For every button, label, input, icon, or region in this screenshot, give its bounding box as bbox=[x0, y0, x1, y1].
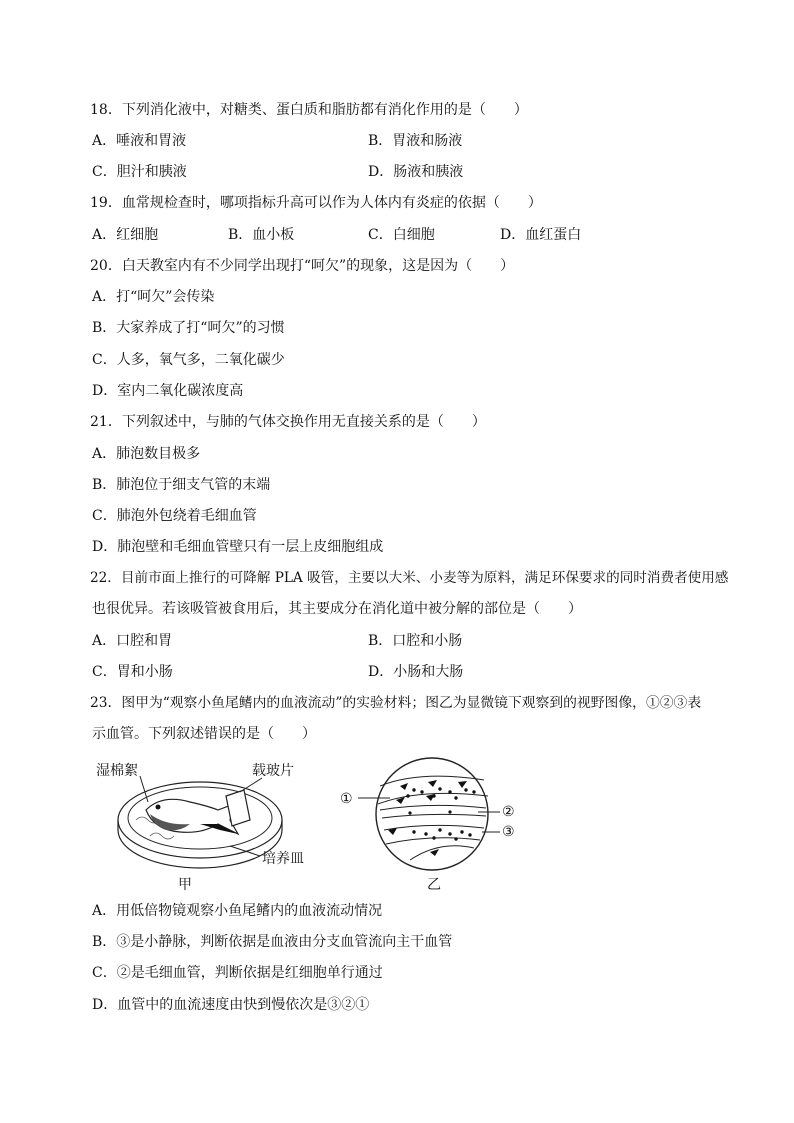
question-18-option-d[interactable]: D．肠液和胰液 bbox=[368, 164, 464, 180]
figure-yi-label-1: ① bbox=[340, 791, 353, 807]
figure-yi-microscope-view bbox=[370, 756, 494, 872]
question-21-stem: 21．下列叙述中，与肺的气体交换作用无直接关系的是（ ） bbox=[90, 414, 486, 430]
question-18-stem: 18．下列消化液中，对糖类、蛋白质和脂肪都有消化作用的是（ ） bbox=[90, 102, 528, 118]
figure-jia-label-dish: 培养皿 bbox=[262, 851, 304, 867]
question-18-option-a[interactable]: A．唾液和胃液 bbox=[92, 133, 187, 149]
question-19-stem: 19．血常规检查时，哪项指标升高可以作为人体内有炎症的依据（ ） bbox=[90, 195, 542, 211]
question-22-stem-line-1: 22．目前市面上推行的可降解 PLA 吸管，主要以大米、小麦等为原料，满足环保要求的同时消费者使用感 bbox=[90, 570, 729, 586]
figure-jia-label-slide: 载玻片 bbox=[252, 763, 294, 779]
figure-jia-caption: 甲 bbox=[178, 877, 192, 893]
question-23-option-d[interactable]: D．血管中的血流速度由快到慢依次是③②① bbox=[92, 997, 370, 1013]
question-19-option-c[interactable]: C．白细胞 bbox=[368, 227, 435, 243]
question-23-option-b[interactable]: B．③是小静脉，判断依据是血液由分支血管流向主干血管 bbox=[92, 934, 453, 950]
question-23-stem-line-1: 23．图甲为“观察小鱼尾鳍内的血液流动”的实验材料；图乙为显微镜下观察到的视野图像，①②③表 bbox=[90, 695, 702, 711]
figure-jia-label-cotton: 湿棉絮 bbox=[96, 763, 138, 779]
question-23-stem-line-2: 示血管。下列叙述错误的是（ ） bbox=[92, 726, 316, 742]
question-22-option-b[interactable]: B．口腔和小肠 bbox=[368, 633, 463, 649]
figure-yi-label-3: ③ bbox=[502, 824, 515, 840]
question-20-option-c[interactable]: C．人多，氧气多，二氧化碳少 bbox=[92, 352, 285, 368]
question-20-stem: 20．白天教室内有不少同学出现打“呵欠”的现象，这是因为（ ） bbox=[90, 258, 515, 274]
question-22-stem-line-2: 也很优异。若该吸管被食用后，其主要成分在消化道中被分解的部位是（ ） bbox=[92, 601, 582, 617]
question-18-option-b[interactable]: B．胃液和肠液 bbox=[368, 133, 463, 149]
question-22-option-a[interactable]: A．口腔和胃 bbox=[92, 633, 173, 649]
question-21-option-c[interactable]: C．肺泡外包绕着毛细血管 bbox=[92, 508, 257, 524]
figure-yi-caption: 乙 bbox=[427, 877, 441, 893]
question-19-option-d[interactable]: D．血红蛋白 bbox=[500, 227, 582, 243]
question-23-option-a[interactable]: A．用低倍物镜观察小鱼尾鳍内的血液流动情况 bbox=[92, 903, 383, 919]
question-22-option-d[interactable]: D．小肠和大肠 bbox=[368, 664, 464, 680]
question-21-option-d[interactable]: D．肺泡壁和毛细血管壁只有一层上皮细胞组成 bbox=[92, 539, 384, 555]
question-21-option-b[interactable]: B．肺泡位于细支气管的末端 bbox=[92, 477, 271, 493]
question-19-option-b[interactable]: B．血小板 bbox=[228, 227, 295, 243]
question-18-option-c[interactable]: C．胆汁和胰液 bbox=[92, 164, 187, 180]
question-20-option-b[interactable]: B．大家养成了打“呵欠”的习惯 bbox=[92, 320, 285, 336]
question-22-option-c[interactable]: C．胃和小肠 bbox=[92, 664, 173, 680]
question-21-option-a[interactable]: A．肺泡数目极多 bbox=[92, 446, 201, 462]
question-19-option-a[interactable]: A．红细胞 bbox=[92, 227, 159, 243]
question-20-option-a[interactable]: A．打“呵欠”会传染 bbox=[92, 289, 215, 305]
question-20-option-d[interactable]: D．室内二氧化碳浓度高 bbox=[92, 383, 244, 399]
question-23-option-c[interactable]: C．②是毛细血管，判断依据是红细胞单行通过 bbox=[92, 965, 383, 981]
figure-yi-label-2: ② bbox=[502, 804, 515, 820]
